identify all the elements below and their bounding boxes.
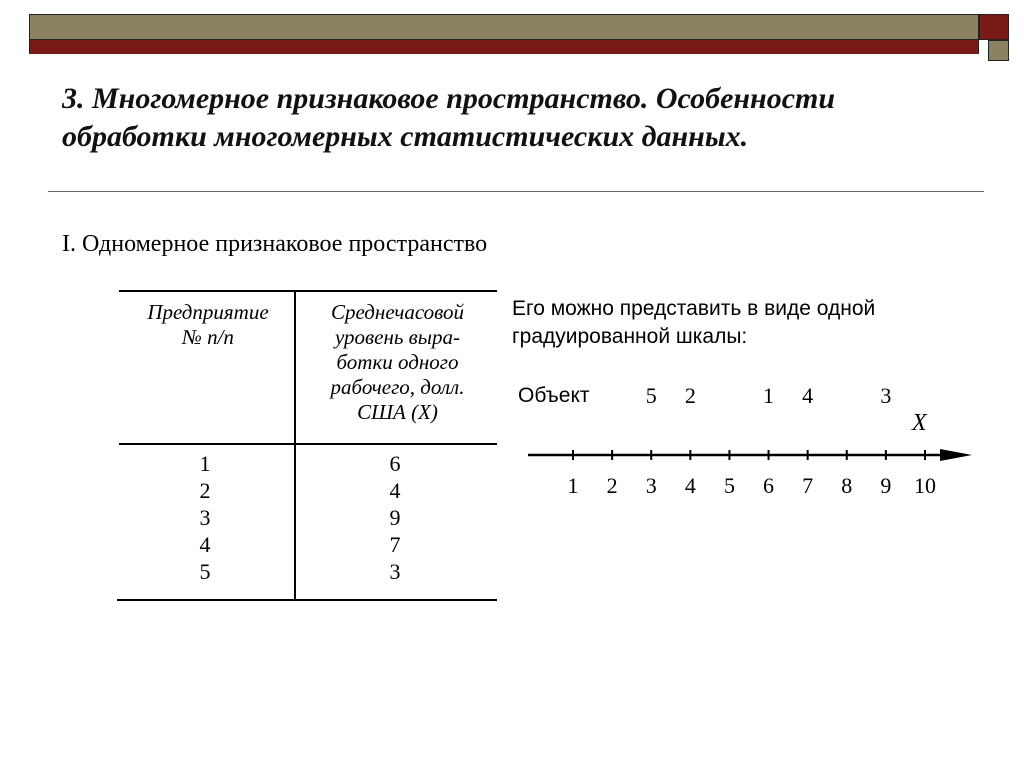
object-mark: 3 — [880, 383, 892, 408]
table-cell: 1 — [199, 451, 211, 476]
object-label: Объект — [518, 384, 590, 407]
table-header-line: Среднечасовой — [330, 300, 465, 324]
table-header-rule — [119, 443, 497, 445]
scale-tick-label: 7 — [802, 473, 814, 498]
table-cell: 3 — [389, 559, 401, 584]
corner-square-maroon — [979, 14, 1009, 40]
title-line-1: 3. Многомерное признаковое пространство. Особенности — [62, 82, 836, 115]
section-subtitle: I. Одномерное признаковое пространство — [62, 231, 488, 257]
table-header-line: США (X) — [357, 400, 438, 424]
description-line-1: Его можно представить в виде одной — [512, 297, 876, 320]
object-mark: 4 — [802, 383, 814, 408]
scale-tick-label: 8 — [841, 473, 853, 498]
table-column-number — [180, 450, 230, 585]
corner-square-olive — [988, 40, 1009, 61]
scale-tick-label: 9 — [880, 473, 892, 498]
table-bottom-rule — [117, 599, 497, 601]
scale-description — [512, 295, 875, 351]
table-header-enterprise — [124, 300, 292, 350]
table-top-rule — [119, 290, 497, 292]
table-column-rule — [294, 290, 296, 601]
title-line-2: обработки многомерных статистических данных. — [62, 120, 749, 153]
table-cell: 6 — [389, 451, 401, 476]
table-header-line: рабочего, долл. — [330, 375, 465, 399]
object-mark: 5 — [645, 383, 657, 408]
scale-tick-label: 10 — [914, 473, 936, 498]
scale-tick-label: 6 — [763, 473, 775, 498]
scale-tick-label: 3 — [645, 473, 657, 498]
header-olive-band — [30, 15, 978, 39]
table-column-value — [370, 450, 420, 585]
scale-tick-label: 2 — [606, 473, 618, 498]
scale-arrow-head — [940, 449, 972, 461]
table-header-line: Предприятие — [147, 300, 269, 324]
object-mark: 2 — [684, 383, 696, 408]
table-header-output — [300, 300, 495, 425]
table-cell: 4 — [199, 532, 211, 557]
table-cell: 5 — [199, 559, 211, 584]
scale-tick-label: 4 — [684, 473, 696, 498]
description-line-2: градуированной шкалы: — [512, 325, 748, 348]
header-maroon-band — [30, 39, 978, 54]
title-divider — [48, 191, 984, 192]
table-header-line: уровень выра- — [334, 325, 461, 349]
table-cell: 9 — [389, 505, 401, 530]
object-mark: 1 — [763, 383, 775, 408]
header-bar — [29, 14, 979, 54]
table-cell: 2 — [199, 478, 211, 503]
table-header-line: ботки одного — [336, 350, 459, 374]
table-cell: 7 — [389, 532, 401, 557]
table-cell: 4 — [389, 478, 401, 503]
axis-x-label: X — [912, 410, 927, 436]
scale-tick-label: 5 — [723, 473, 735, 498]
scale-tick-label: 1 — [567, 473, 579, 498]
table-header-line: № п/п — [182, 325, 234, 349]
slide-title — [62, 80, 962, 156]
table-cell: 3 — [199, 505, 211, 530]
